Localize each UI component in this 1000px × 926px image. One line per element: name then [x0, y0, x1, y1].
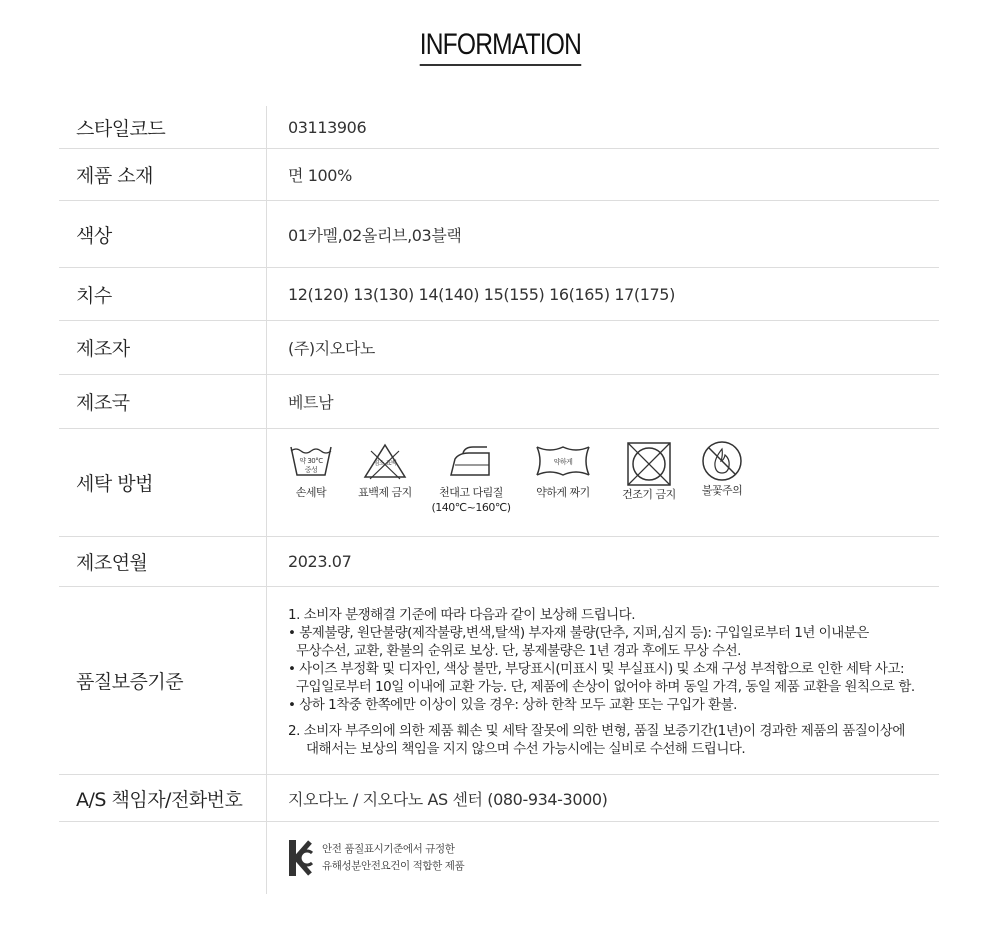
- iron-icon: [447, 441, 495, 481]
- row-color: [59, 201, 939, 268]
- iron-caption-line2: (140℃~160℃): [431, 501, 511, 514]
- style-code-value: 03113906: [288, 117, 367, 137]
- kc-label-empty: [59, 822, 267, 894]
- quality-line: • 사이즈 부정확 및 디자인, 색상 불만, 부당표시(미표시 및 부실표시) 및 소재 구성 부적합으로 인한 세탁 사고:: [288, 660, 905, 677]
- page-title-wrap: [0, 28, 1000, 66]
- quality-line: 2. 소비자 부주의에 의한 제품 훼손 및 세탁 잘못에 의한 변형, 품질 보증기간(1년)이 경과한 제품의 품질이상에: [288, 722, 905, 739]
- hand-wash-caption: 손세탁: [295, 486, 327, 499]
- hand-wash-neutral: 중성: [304, 466, 318, 474]
- no-bleach-item: [357, 441, 413, 500]
- quality-line: • 상하 1착중 한쪽에만 이상이 있을 경우: 상하 한착 모두 교환 또는 구입가 환불.: [288, 696, 737, 713]
- page-title: INFORMATION: [419, 28, 580, 66]
- kc-value: [267, 822, 939, 894]
- quality-line: 구입일로부터 10일 이내에 교환 가능. 단, 제품에 손상이 없어야 하며 동일 가격, 동일 제품 교환을 원칙으로 함.: [296, 678, 915, 695]
- fire-caution-icon: [700, 441, 744, 483]
- no-bleach-bleach: 표백: [385, 460, 397, 467]
- gentle-wring-text: 약하게: [553, 458, 573, 466]
- row-maker: [59, 321, 939, 375]
- gentle-wring-caption: 약하게 짜기: [536, 486, 590, 499]
- wash-icons: [267, 429, 939, 536]
- row-country: [59, 375, 939, 429]
- fire-caution-item: [697, 441, 747, 498]
- as-label: A/S 책임자/전화번호: [59, 775, 267, 821]
- material-label: 제품 소재: [59, 149, 267, 200]
- row-quality: [59, 587, 939, 775]
- no-bleach-icon: [362, 441, 408, 481]
- row-kc: [59, 822, 939, 894]
- info-table: [59, 106, 939, 894]
- row-as: [59, 775, 939, 822]
- row-wash: [59, 429, 939, 537]
- kc-line: 유해성분안전요건이 적합한 제품: [322, 860, 465, 872]
- quality-label: 품질보증기준: [59, 587, 267, 774]
- size-label: 치수: [59, 268, 267, 320]
- no-tumble-dry-item: [619, 441, 679, 502]
- color-value: 01카멜,02올리브,03블랙: [288, 225, 462, 245]
- fire-caution-caption: 불꽃주의: [701, 484, 743, 497]
- row-style-code: [59, 106, 939, 149]
- date-label: 제조연월: [59, 537, 267, 586]
- style-code-label: 스타일코드: [59, 106, 267, 148]
- row-size: [59, 268, 939, 321]
- kc-text: [322, 841, 464, 875]
- hand-wash-item: [288, 441, 334, 500]
- quality-value: [267, 587, 939, 774]
- kc-mark-icon: [288, 839, 314, 877]
- color-label: 색상: [59, 201, 267, 267]
- iron-caption-line1: 천대고 다림질: [439, 486, 503, 499]
- row-material: [59, 149, 939, 201]
- quality-line: 대해서는 보상의 책임을 지지 않으며 수선 가능시에는 실비로 수선해 드립니다.: [306, 740, 746, 757]
- wash-label: 세탁 방법: [59, 429, 267, 536]
- size-value: 12(120) 13(130) 14(140) 15(155) 16(165) 17(175): [288, 284, 675, 304]
- as-value: 지오다노 / 지오다노 AS 센터 (080-934-3000): [288, 789, 608, 809]
- material-value: 면 100%: [288, 166, 352, 185]
- quality-line: 1. 소비자 분쟁해결 기준에 따라 다음과 같이 보상해 드립니다.: [288, 606, 635, 623]
- no-bleach-chlorine: 염소: [373, 460, 385, 467]
- row-date: [59, 537, 939, 587]
- iron-item: [431, 441, 511, 515]
- gentle-wring-icon: [533, 441, 593, 481]
- kc-line: 안전 품질표시기준에서 규정한: [322, 843, 455, 855]
- maker-value: (주)지오다노: [288, 339, 375, 358]
- date-value: 2023.07: [288, 552, 352, 571]
- quality-line: 무상수선, 교환, 환불의 순위로 보상. 단, 봉제불량은 1년 경과 후에도 무상 수선.: [296, 642, 741, 659]
- hand-wash-temp: 약 30°C: [299, 457, 323, 465]
- iron-caption: [432, 485, 511, 515]
- country-value: 베트남: [288, 393, 334, 412]
- no-bleach-caption: 표백제 금지: [358, 486, 412, 499]
- no-tumble-dry-icon: [626, 441, 672, 487]
- gentle-wring-item: [531, 441, 595, 500]
- country-label: 제조국: [59, 375, 267, 428]
- no-tumble-dry-caption: 건조기 금지: [622, 488, 676, 501]
- maker-label: 제조자: [59, 321, 267, 374]
- quality-line: • 봉제불량, 원단불량(제작불량,변색,탈색) 부자재 불량(단추, 지퍼,심지 등): 구입일로부터 1년 이내분은: [288, 624, 869, 641]
- hand-wash-icon: [289, 441, 333, 481]
